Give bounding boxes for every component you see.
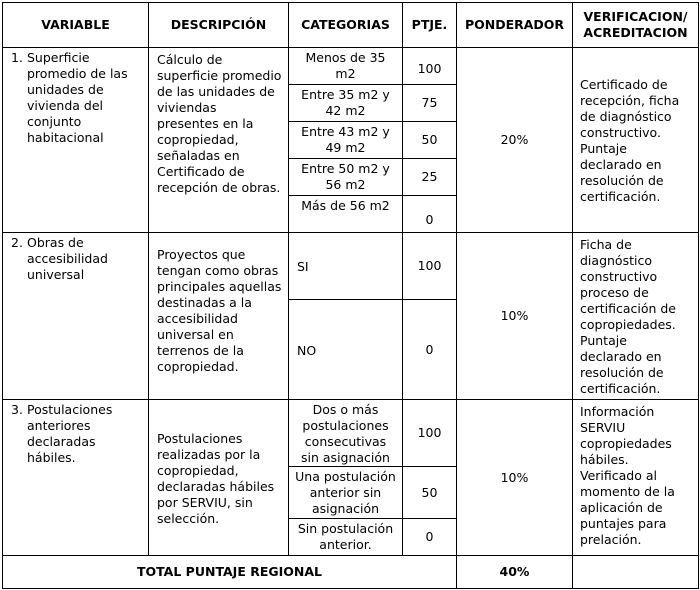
description-cell: Proyectos que tengan como obras principales aquellas destinadas a la accesibilidad universal en terrenos de la copropiedad. (149, 233, 289, 400)
verification-cell: Certificado de recepción, ficha de diagnóstico constructivo. Puntaje declarado en resolución de certificación. (573, 48, 699, 233)
header-descripcion: DESCRIPCIÓN (149, 3, 289, 48)
category-cell: Dos o más postulaciones consecutivas sin asignación (289, 400, 403, 467)
verification-cell: Ficha de diagnóstico constructivo proceso de certificación de copropiedades. Puntaje declarado en resolución de certificación. (573, 233, 699, 400)
variable-number: 2. (11, 235, 23, 250)
total-label: TOTAL PUNTAJE REGIONAL (3, 556, 457, 589)
total-value: 40% (457, 556, 573, 589)
category-cell: Más de 56 m2 (289, 196, 403, 233)
header-ponderador: PONDERADOR (457, 3, 573, 48)
verification-cell: Información SERVIU copropiedades hábiles. Verificado al momento de la aplicación de puntajes para prelación. (573, 400, 699, 556)
points-cell: 100 (403, 48, 457, 85)
header-ptje: PTJE. (403, 3, 457, 48)
category-cell: NO (289, 300, 403, 400)
points-cell: 0 (403, 300, 457, 400)
points-cell: 25 (403, 159, 457, 196)
table-row (3, 233, 699, 300)
variable-text: Obras de accesibilidad universal (27, 235, 108, 282)
header-variable: VARIABLE (3, 3, 149, 48)
description-cell: Cálculo de superficie promedio de las unidades de viviendas presentes en la copropiedad, señaladas en Certificado de recepción de obras. (149, 48, 289, 233)
category-cell: Una postulación anterior sin asignación (289, 467, 403, 519)
variable-number: 1. (11, 50, 23, 65)
category-cell: Menos de 35 m2 (289, 48, 403, 85)
variable-cell (3, 400, 149, 556)
ponderador-cell: 10% (457, 400, 573, 556)
points-cell: 50 (403, 122, 457, 159)
variable-text: Postulaciones anteriores declaradas hábiles. (27, 402, 113, 465)
ponderador-cell: 20% (457, 48, 573, 233)
category-cell: Entre 35 m2 y 42 m2 (289, 85, 403, 122)
header-verificacion: VERIFICACION/ ACREDITACION (573, 3, 699, 48)
variable-number: 3. (11, 402, 23, 417)
header-row (3, 3, 699, 48)
total-row (3, 556, 699, 589)
points-cell: 50 (403, 467, 457, 519)
variable-text: Superficie promedio de las unidades de vivienda del conjunto habitacional (27, 50, 128, 145)
header-categorias: CATEGORIAS (289, 3, 403, 48)
variable-cell (3, 48, 149, 233)
category-cell: SI (289, 233, 403, 300)
category-cell: Sin postulación anterior. (289, 519, 403, 556)
scoring-table (2, 2, 699, 589)
category-cell: Entre 43 m2 y 49 m2 (289, 122, 403, 159)
category-cell: Entre 50 m2 y 56 m2 (289, 159, 403, 196)
points-cell: 100 (403, 400, 457, 467)
description-cell: Postulaciones realizadas por la copropiedad, declaradas hábiles por SERVIU, sin selección. (149, 400, 289, 556)
points-cell: 75 (403, 85, 457, 122)
ponderador-cell: 10% (457, 233, 573, 400)
variable-cell (3, 233, 149, 400)
table-row (3, 400, 699, 467)
points-cell: 100 (403, 233, 457, 300)
points-cell: 0 (403, 196, 457, 233)
points-cell: 0 (403, 519, 457, 556)
table-row (3, 48, 699, 85)
total-empty-cell (573, 556, 699, 589)
